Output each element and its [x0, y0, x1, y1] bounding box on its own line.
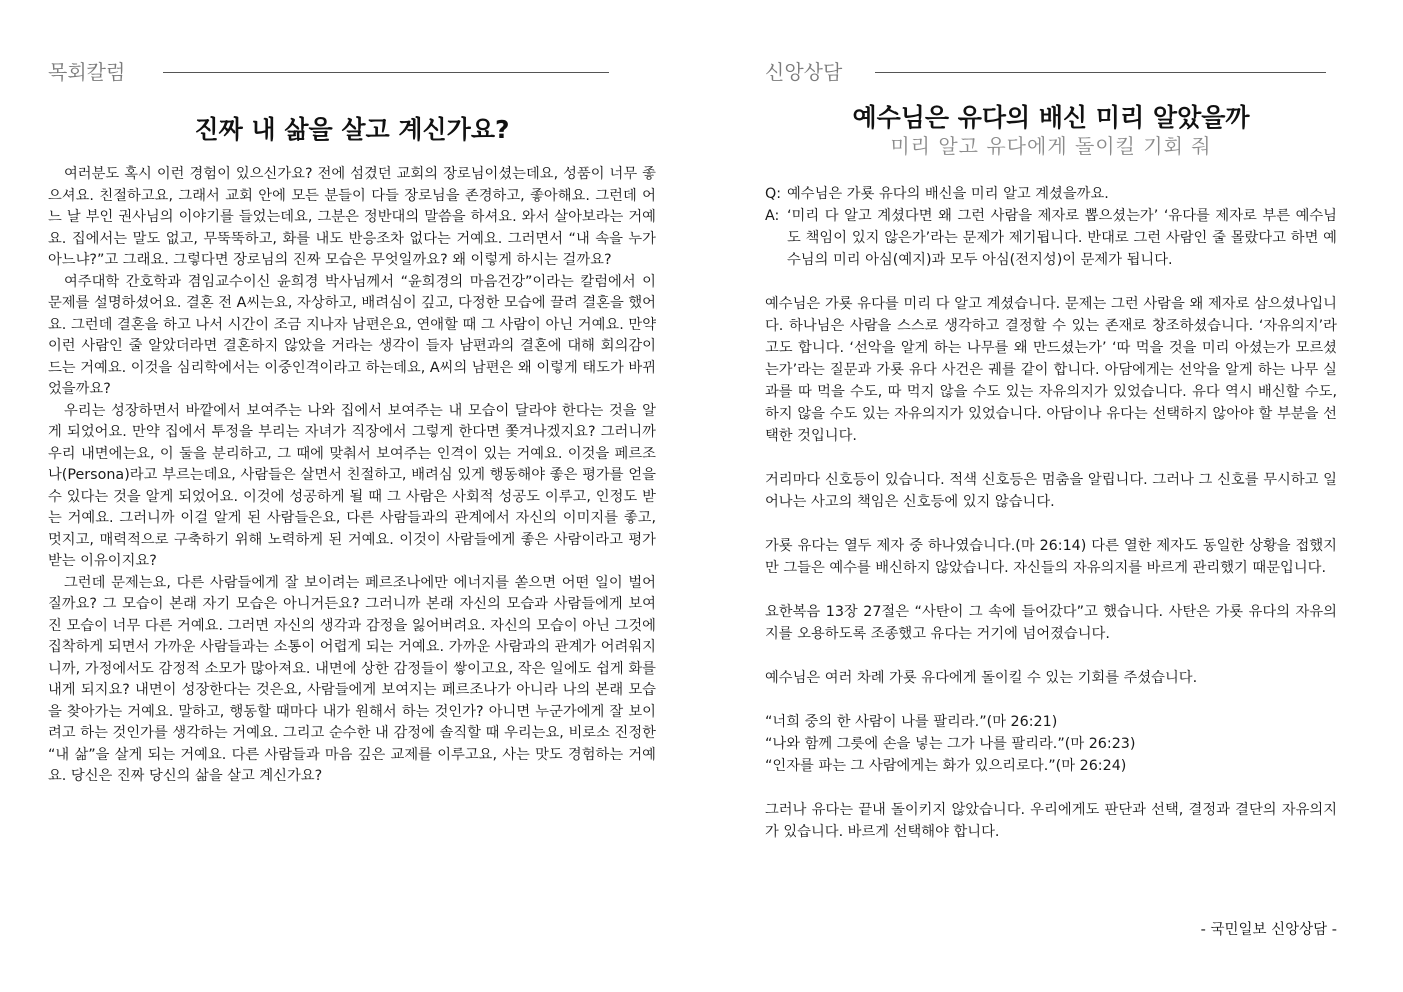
answer-mark: A: — [765, 208, 780, 224]
section-label: 신앙상담 — [765, 60, 843, 84]
closing-paragraph: 그러나 유다는 끝내 돌이키지 않았습니다. 우리에게도 판단과 선택, 결정과 결단의 자유의지가 있습니다. 바르게 선택해야 합니다. — [765, 802, 1337, 840]
paragraph: 가룟 유다는 열두 제자 중 하나였습니다.(마 26:14) 다른 열한 제자도 동일한 상황을 접했지만 그들은 예수를 배신하지 않았습니다. 자신들의 자유의지를 바르게 관리했기 때문입니다. — [765, 538, 1337, 576]
article-title: 예수님은 유다의 배신 미리 알았을까 — [852, 103, 1250, 132]
section-divider — [875, 72, 1326, 73]
section-header — [765, 56, 1337, 86]
paragraph: 우리는 성장하면서 바깥에서 보여주는 나와 집에서 보여주는 내 모습이 달라야 한다는 것을 알게 되었어요. 만약 집에서 투정을 부리는 자녀가 직장에서 그렇게 한다면 쫓겨나겠지요? 그러니까 우리 내면에는요, 이 둘을 분리하고, 그 때에 맞춰서 보여주는 인격이 있는 거예요. 이것을 페르조나(Persona)라고 부르는데요, 사람들은 살면서 친절하고, 배려심 있게 행동해야 좋은 평가를 얻을 수 있다는 것을 알게 되었어요. 이것에 성공하게 될 때 그 사람은 사회적 성공도 이루고, 인정도 받는 거예요. 그러니까 이걸 알게 된 사람들은요, 다른 사람들과의 관계에서 자신의 이미지를 좋고, 멋지고, 매력적으로 구축하기 위해 노력하게 된 거예요. 이것이 사람들에게 좋은 사람이라고 평가받는 이유이지요? — [48, 402, 656, 569]
section-label: 목회칼럼 — [48, 60, 126, 84]
source-signature: - 국민일보 신앙상담 - — [1200, 922, 1337, 938]
paragraph: 그런데 문제는요, 다른 사람들에게 잘 보이려는 페르조나에만 에너지를 쏟으면 어떤 일이 벌어질까요? 그 모습이 본래 자기 모습은 아니거든요? 그러니까 본래 자신의 모습과 사람들에게 보여진 모습이 너무 다른 거예요. 그러면 자신의 생각과 감정을 잃어버려요. 자신의 모습이 아닌 그것에 집착하게 되면서 가까운 사람들과는 소통이 어렵게 되는 거예요. 가까운 사람과의 관계가 어려워지니까, 가정에서도 감정적 소모가 많아져요. 내면에 상한 감정들이 쌓이고요, 작은 일에도 쉽게 화를 내게 되지요? 내면이 성장한다는 것은요, 사람들에게 보여지는 페르조나가 아니라 나의 본래 모습을 찾아가는 거예요. 말하고, 행동할 때마다 내가 원해서 하는 것인가? 아니면 누군가에게 잘 보이려고 하는 것인가를 생각하는 거예요. 그리고 순수한 내 감정에 솔직할 때 우리는요, 비로소 진정한 “내 삶”을 살게 되는 거예요. 다른 사람들과 마음 깊은 교제를 이루고요, 사는 맛도 경험하는 거예요. 당신은 진짜 당신의 삶을 살고 계신가요? — [48, 574, 656, 784]
answer-text: ‘미리 다 알고 계셨다면 왜 그런 사람을 제자로 뽑으셨는가’ ‘유다를 제자로 부른 예수님도 책임이 있지 않은가’라는 문제가 제기됩니다. 반대로 그런 사람인 줄 몰랐다고 하면 예수님의 미리 아심(예지)과 모두 아심(전지성)이 문제가 됩니다. — [787, 208, 1337, 268]
scripture-quote: “나와 함께 그릇에 손을 넣는 그가 나를 팔리라.”(마 26:23) — [765, 736, 1136, 752]
question-text: 예수님은 가룟 유다의 배신을 미리 알고 계셨을까요. — [787, 186, 1109, 202]
answer-row — [765, 205, 1337, 271]
paragraph: 예수님은 여러 차례 가룟 유다에게 돌이킬 수 있는 기회를 주셨습니다. — [765, 670, 1198, 686]
paragraph: 여러분도 혹시 이런 경험이 있으신가요? 전에 섬겼던 교회의 장로님이셨는데요, 성품이 너무 좋으셔요. 친절하고요, 그래서 교회 안에 모든 분들이 다들 장로님을 존경하고, 좋아해요. 그런데 어느 날 부인 권사님의 이야기를 들었는데요, 그분은 정반대의 말씀을 하셔요. 와서 살아보라는 거예요. 집에서는 말도 없고, 무뚝뚝하고, 화를 내도 반응조차 없다는 거예요. 그러면서 “내 속을 누가 아느냐?”고 그래요. 그렇다면 장로님의 진짜 모습은 무엇일까요? 왜 이렇게 하시는 걸까요? — [48, 166, 656, 268]
paragraph: 요한복음 13장 27절은 “사탄이 그 속에 들어갔다”고 했습니다. 사탄은 가룟 유다의 자유의지를 오용하도록 조종했고 유다는 거기에 넘어졌습니다. — [765, 604, 1337, 642]
article-subtitle: 미리 알고 유다에게 돌이킬 기회 줘 — [890, 134, 1212, 158]
paragraph: 거리마다 신호등이 있습니다. 적색 신호등은 멈춤을 알립니다. 그러나 그 신호를 무시하고 일어나는 사고의 책임은 신호등에 있지 않습니다. — [765, 472, 1337, 510]
question-row — [765, 183, 1337, 205]
scripture-quote: “너희 중의 한 사람이 나를 팔리라.”(마 26:21) — [765, 714, 1058, 730]
article-body — [765, 183, 1337, 843]
section-header — [48, 56, 656, 86]
paragraph: 예수님은 가룟 유다를 미리 다 알고 계셨습니다. 문제는 그런 사람을 왜 제자로 삼으셨나입니다. 하나님은 사람을 스스로 생각하고 결정할 수 있는 존재로 창조하셨습니다. ‘자유의지’라고도 합니다. ‘선악을 알게 하는 나무를 왜 만드셨는가’ ‘따 먹을 것을 미리 아셨는가 모르셨는가’라는 질문과 가룟 유다 사건은 궤를 같이 합니다. 아담에게는 선악을 알게 하는 나무 실과를 따 먹을 수도, 따 먹지 않을 수도 있는 자유의지가 있었습니다. 유다 역시 배신할 수도, 하지 않을 수도 있는 자유의지가 있었습니다. 아담이나 유다는 선택하지 않아야 할 부분을 선택한 것입니다. — [765, 296, 1337, 444]
article-title: 진짜 내 삶을 살고 계신가요? — [194, 115, 510, 144]
section-divider — [163, 72, 609, 73]
article-body — [48, 164, 656, 788]
paragraph: 여주대학 간호학과 겸임교수이신 윤희경 박사님께서 “윤희경의 마음건강”이라는 칼럼에서 이 문제를 설명하셨어요. 결혼 전 A씨는요, 자상하고, 배려심이 깊고, 다정한 모습에 끌려 결혼을 했어요. 그런데 결혼을 하고 나서 시간이 조금 지나자 남편은요, 연애할 때 그 사람이 아닌 거예요. 만약 이런 사람인 줄 알았더라면 결혼하지 않았을 거라는 생각이 들자 남편과의 결혼에 대해 회의감이 드는 거예요. 이것을 심리학에서는 이중인격이라고 하는데요, A씨의 남편은 왜 이렇게 태도가 바뀌었을까요? — [48, 273, 656, 397]
question-mark: Q: — [765, 186, 782, 202]
scripture-quote: “인자를 파는 그 사람에게는 화가 있으리로다.”(마 26:24) — [765, 758, 1127, 774]
